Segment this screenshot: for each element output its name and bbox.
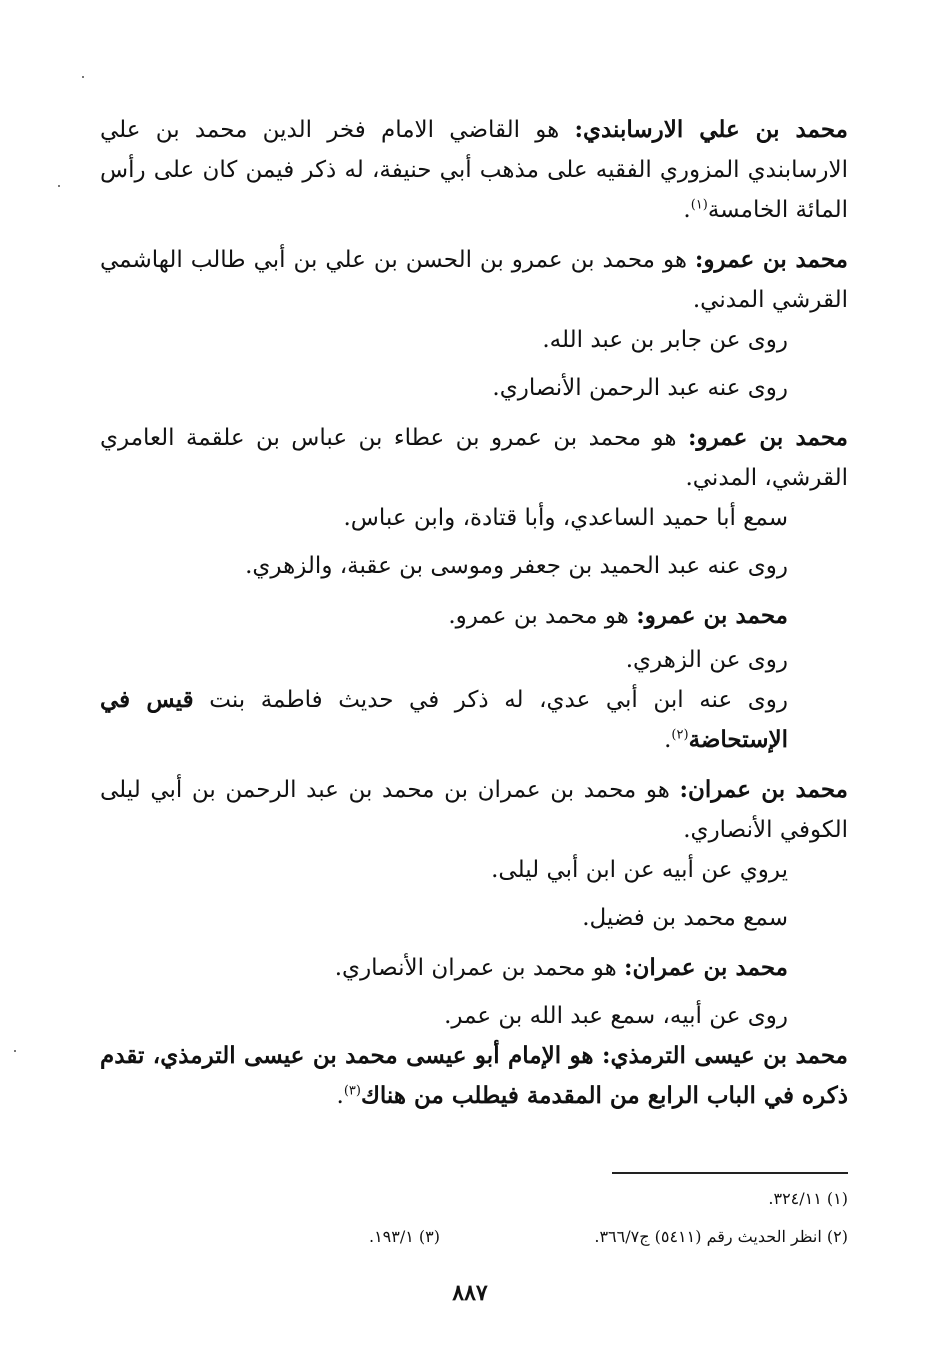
entry-muhammad-bin-ali-alarsabandi bbox=[100, 110, 848, 230]
entry-description: هو الإمام أبو عيسى محمد بن عيسى الترمذي، تقدم ذكره في الباب الرابع من المقدمة فيطلب من هناك bbox=[100, 1042, 848, 1109]
main-text bbox=[100, 110, 848, 1126]
entry-muhammad-bin-imran-2 bbox=[100, 948, 848, 1036]
entry-muhammad-bin-isa-altirmidhi bbox=[100, 1036, 848, 1116]
entry-name: محمد بن علي الارسابندي: bbox=[574, 116, 848, 143]
scan-speck bbox=[14, 1050, 16, 1052]
narration-line: روى عنه عبد الحميد بن جعفر وموسى بن عقبة، والزهري. bbox=[245, 553, 788, 579]
entry-name: محمد بن عمران: bbox=[624, 954, 788, 981]
entry-paragraph: محمد بن عيسى الترمذي: هو الإمام أبو عيسى محمد بن عيسى الترمذي، تقدم ذكره في الباب الرابع من المقدمة فيطلب من هناك$^{(٣)}$. bbox=[100, 1042, 848, 1109]
narration-line: روى عن الزهري. bbox=[625, 647, 788, 673]
entry-paragraph bbox=[100, 240, 848, 320]
narration-line: روى عن أبيه، سمع عبد الله بن عمر. bbox=[444, 1003, 788, 1029]
entry-paragraph bbox=[100, 418, 848, 498]
footnote-divider bbox=[612, 1172, 848, 1174]
narration-line: روى عن جابر بن عبد الله. bbox=[542, 327, 788, 353]
entry-description: هو محمد بن عمرو بن عطاء بن عباس بن علقمة العامري القرشي، المدني. bbox=[100, 425, 848, 491]
narration-line: يروي عن أبيه عن ابن أبي ليلى. bbox=[491, 857, 788, 883]
scan-speck bbox=[58, 185, 60, 187]
entry-name: محمد بن عمران: bbox=[679, 776, 848, 803]
entry-description: هو محمد بن عمرو بن الحسن بن علي بن أبي طالب الهاشمي القرشي المدني. bbox=[100, 247, 848, 313]
footnote-2: (٢) انظر الحديث رقم (٥٤١١) ج٣٦٦/٧. bbox=[594, 1227, 848, 1246]
footnote-ref[interactable]: (١) bbox=[690, 197, 708, 213]
entry-paragraph bbox=[100, 596, 788, 636]
narration-line: سمع أبا حميد الساعدي، وأبا قتادة، وابن عباس. bbox=[343, 505, 788, 531]
narration-line: روى عنه عبد الرحمن الأنصاري. bbox=[492, 375, 788, 401]
narration-line: روى عنه ابن أبي عدي، له ذكر في حديث فاطمة بنت قيس في الإستحاضة$^{(٢)}$. bbox=[100, 686, 788, 753]
scan-speck bbox=[82, 76, 84, 78]
narration-line: سمع محمد بن فضيل. bbox=[582, 905, 788, 931]
entry-paragraph bbox=[100, 948, 788, 988]
footnote-1: (١) ٣٢٤/١١. bbox=[768, 1189, 848, 1208]
footnote-ref[interactable]: (٢) bbox=[671, 727, 689, 743]
footnote-3: (٣) ١٩٣/١. bbox=[368, 1227, 440, 1246]
entry-muhammad-bin-amr-1 bbox=[100, 240, 848, 408]
entry-muhammad-bin-imran-1 bbox=[100, 770, 848, 938]
entry-description: هو محمد بن عمران الأنصاري. bbox=[334, 955, 625, 981]
entry-name: محمد بن عمرو: bbox=[694, 246, 848, 273]
entry-name: محمد بن عمرو: bbox=[636, 602, 788, 629]
entry-description: هو محمد بن عمران بن محمد بن عبد الرحمن بن أبي ليلى الكوفي الأنصاري. bbox=[100, 777, 848, 843]
entry-paragraph: محمد بن علي الارسابندي: هو القاضي الامام فخر الدين محمد بن علي الارسابندي المزوري الفقيه على مذهب أبي حنيفة، له ذكر فيمن كان على رأس المائة الخامسة$^{(١)}$. bbox=[100, 116, 848, 223]
entry-muhammad-bin-amr-3 bbox=[100, 596, 848, 760]
entry-description: هو القاضي الامام فخر الدين محمد بن علي الارسابندي المزوري الفقيه على مذهب أبي حنيفة، له ذكر فيمن كان على رأس المائة الخامسة bbox=[100, 117, 848, 223]
entry-name: محمد بن عيسى الترمذي: bbox=[601, 1042, 848, 1069]
entry-description: هو محمد بن عمرو. bbox=[448, 603, 637, 629]
footnote-ref[interactable]: (٣) bbox=[343, 1083, 361, 1099]
entry-paragraph bbox=[100, 770, 848, 850]
page-number: ٨٨٧ bbox=[452, 1280, 488, 1306]
entry-muhammad-bin-amr-2 bbox=[100, 418, 848, 586]
entry-name: محمد بن عمرو: bbox=[687, 424, 848, 451]
